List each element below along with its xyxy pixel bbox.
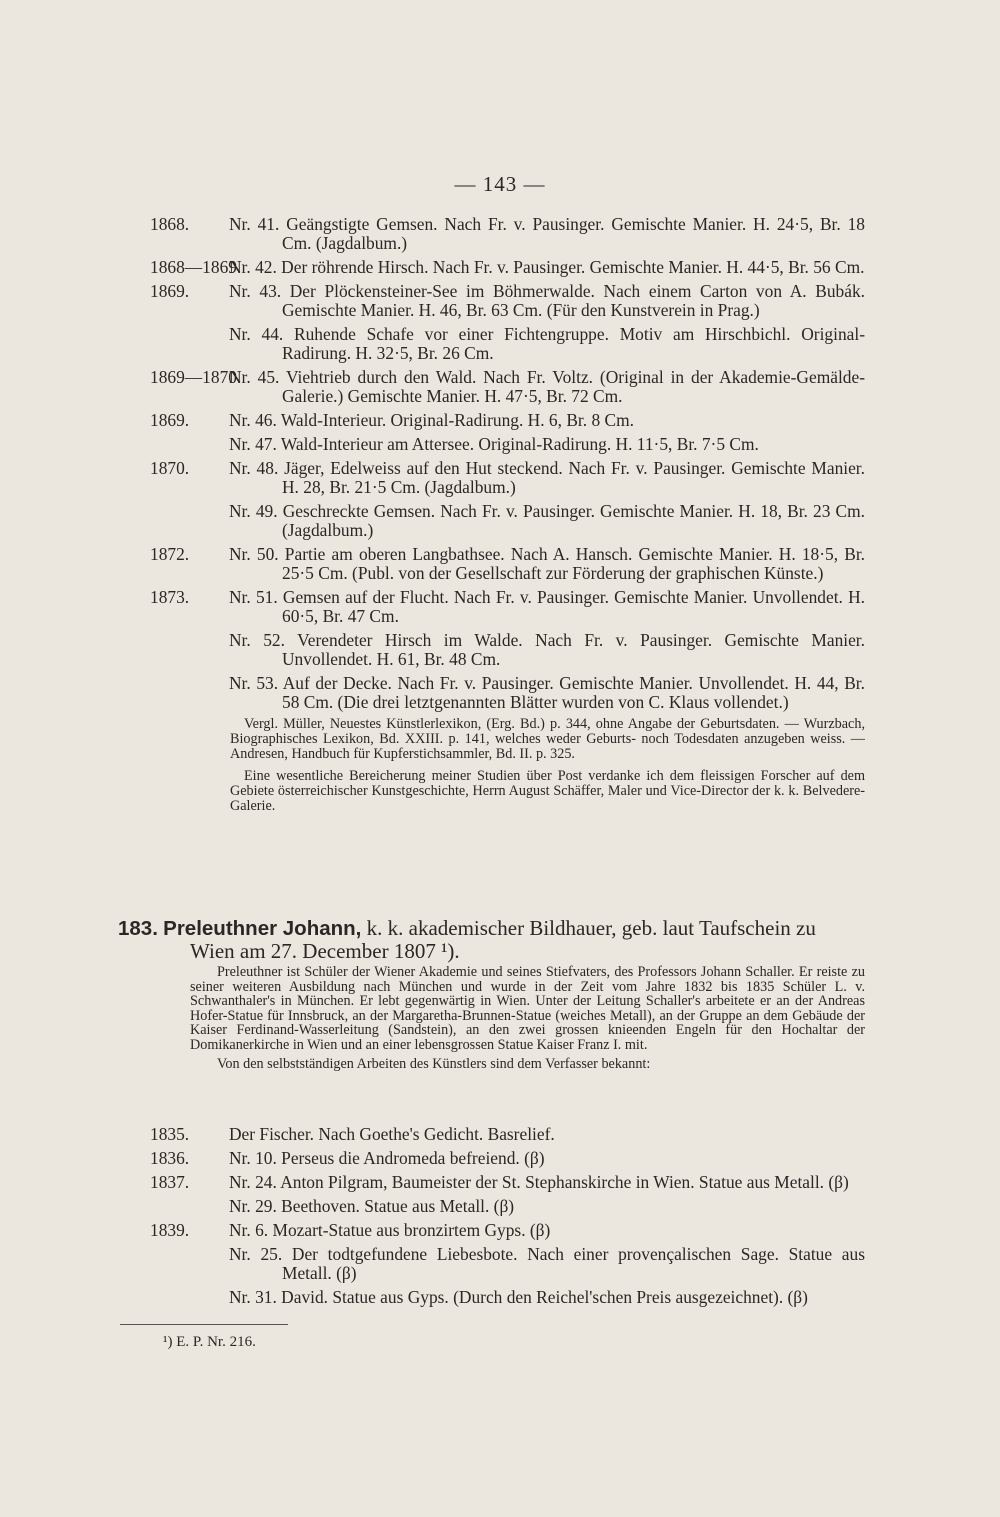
- entry-text: Nr. 31. David. Statue aus Gyps. (Durch den Reichel'schen Preis ausgezeichnet). (β): [229, 1287, 808, 1307]
- entry-text: Nr. 41. Geängstigte Gemsen. Nach Fr. v. Pausinger. Gemischte Manier. H. 24·5, Br. 18 Cm. (Jagdalbum.): [229, 214, 865, 253]
- entry-item: [160, 502, 865, 540]
- entry-item: [160, 325, 865, 363]
- bio-intro-line: Von den selbstständigen Arbeiten des Künstlers sind dem Verfasser bekannt:: [217, 1055, 651, 1072]
- entry-text: Nr. 47. Wald-Interieur am Attersee. Original-Radirung. H. 11·5, Br. 7·5 Cm.: [229, 434, 759, 454]
- entry-year: 1869—1870.: [150, 367, 242, 387]
- entry-number: 183.: [118, 917, 158, 940]
- lower-entry-list: [150, 1124, 865, 1312]
- footnote-divider: [120, 1324, 288, 1325]
- entry-item: [160, 435, 865, 454]
- entry-item: [160, 1245, 865, 1283]
- entry-text: Nr. 52. Verendeter Hirsch im Walde. Nach Fr. v. Pausinger. Gemischte Manier. Unvollendet. H. 61, Br. 48 Cm.: [229, 630, 865, 669]
- entry-text: Nr. 48. Jäger, Edelweiss auf den Hut steckend. Nach Fr. v. Pausinger. Gemischte Manier. H. 28, Br. 21·5 Cm. (Jagdalbum.): [229, 458, 865, 497]
- entry-text: Nr. 45. Viehtrieb durch den Wald. Nach Fr. Voltz. (Original in der Akademie-Gemälde-Galerie.) Gemischte Manier. H. 47·5, Br. 72 Cm.: [229, 367, 865, 406]
- entry-text: Nr. 43. Der Plöckensteiner-See im Böhmerwalde. Nach einem Carton von A. Bubák. Gemischte Manier. H. 46, Br. 63 Cm. (Für den Kunstverein in Prag.): [229, 281, 865, 320]
- entry-item: [160, 1288, 865, 1307]
- entry-text: Nr. 6. Mozart-Statue aus bronzirtem Gyps. (β): [229, 1220, 551, 1240]
- entry-item: [150, 458, 865, 497]
- entry-year: 1868—1869.: [150, 257, 242, 277]
- entry-text: Nr. 49. Geschreckte Gemsen. Nach Fr. v. Pausinger. Gemischte Manier. H. 18, Br. 23 Cm. (Jagdalbum.): [229, 501, 865, 540]
- entry-text: Nr. 24. Anton Pilgram, Baumeister der St. Stephanskirche in Wien. Statue aus Metall. (β): [229, 1172, 849, 1192]
- artist-name: Preleuthner Johann,: [163, 917, 362, 940]
- artist-birth-date: Wien am 27. December 1807: [190, 939, 436, 963]
- entry-text: Der Fischer. Nach Goethe's Gedicht. Basrelief.: [229, 1124, 555, 1144]
- entry-item: [160, 674, 865, 712]
- entry-year: 1873.: [150, 587, 190, 607]
- entry-year: 1869.: [150, 281, 190, 301]
- entry-item: [150, 1172, 865, 1192]
- entry-text: Nr. 42. Der röhrende Hirsch. Nach Fr. v. Pausinger. Gemischte Manier. H. 44·5, Br. 56 Cm.: [229, 257, 865, 277]
- entry-text: Nr. 25. Der todtgefundene Liebesbote. Nach einer provençalischen Sage. Statue aus Metall. (β): [229, 1244, 865, 1283]
- entry-year: 1870.: [150, 458, 190, 478]
- entry-item: [150, 1124, 865, 1144]
- entry-item: [150, 410, 865, 430]
- entry-item: [150, 281, 865, 320]
- entry-text: Nr. 51. Gemsen auf der Flucht. Nach Fr. v. Pausinger. Gemischte Manier. Unvollendet. H. 60·5, Br. 47 Cm.: [229, 587, 865, 626]
- entry-text: Nr. 29. Beethoven. Statue aus Metall. (β): [229, 1196, 515, 1216]
- entry-item: [150, 544, 865, 583]
- entry-year: 1869.: [150, 410, 190, 430]
- acknowledgement-note: Eine wesentliche Bereicherung meiner Studien über Post verdanke ich dem fleissigen Forscher auf dem Gebiete österreichischer Kunstgeschichte, Herrn August Schäffer, Maler und Vice-Director der k. k. Belvedere-Galerie.: [230, 768, 865, 814]
- artist-birth-line: [118, 940, 863, 963]
- entry-text: Nr. 53. Auf der Decke. Nach Fr. v. Pausinger. Gemischte Manier. Unvollendet. H. 44, Br. 58 Cm. (Die drei letztgenannten Blätter wurden von C. Klaus vollendet.): [229, 673, 865, 712]
- bio-paragraph: Preleuthner ist Schüler der Wiener Akademie und seines Stiefvaters, des Professors Johann Schaller. Er reiste zu seiner weiteren Ausbildung nach München und wurde in der Zeit vom Jahre 1832 bis 1835 Schüler L. v. Schwanthaler's in München. Er lebt gegenwärtig in Wien. Unter der Leitung Schaller's arbeitete er an der Andreas Hofer-Statue für Innsbruck, an der Margaretha-Brunnen-Statue (weiches Metall), an der Gruppe an dem Gebäude der Kaiser Ferdinand-Wasserleitung (Sandstein), an den zwei grossen knieenden Engeln für den Hochaltar der Domikanerkirche in Wien und an einer lebensgrossen Statue Kaiser Franz I. mit.: [190, 964, 865, 1053]
- entry-item: [160, 631, 865, 669]
- entry-year: 1837.: [150, 1172, 190, 1192]
- entry-item: [150, 257, 865, 277]
- entry-item: [150, 367, 865, 406]
- entry-year: 1872.: [150, 544, 190, 564]
- biography: [160, 965, 865, 1075]
- entry-item: [150, 1220, 865, 1240]
- entry-text: Nr. 44. Ruhende Schafe vor einer Fichtengruppe. Motiv am Hirschbichl. Original-Radirung. H. 32·5, Br. 26 Cm.: [229, 324, 865, 363]
- footnote: ¹) E. P. Nr. 216.: [163, 1334, 256, 1350]
- reference-note: Vergl. Müller, Neuestes Künstlerlexikon, (Erg. Bd.) p. 344, ohne Angabe der Geburtsdaten. — Wurzbach, Biographisches Lexikon, Bd. XXIII. p. 141, welches weder Geburts- noch Todesdaten anzugeben weiss. — Andresen, Handbuch für Kupferstichsammler, Bd. II. p. 325.: [230, 716, 865, 762]
- entry-year: 1839.: [150, 1220, 190, 1240]
- entry-text: Nr. 10. Perseus die Andromeda befreiend. (β): [229, 1148, 545, 1168]
- entry-item: [150, 587, 865, 626]
- entry-year: 1836.: [150, 1148, 190, 1168]
- entry-year: 1868.: [150, 214, 190, 234]
- entry-text: Nr. 46. Wald-Interieur. Original-Radirung. H. 6, Br. 8 Cm.: [229, 410, 634, 430]
- page-number: — 143 —: [454, 172, 546, 196]
- entry-text: Nr. 50. Partie am oberen Langbathsee. Nach A. Hansch. Gemischte Manier. H. 18·5, Br. 25·5 Cm. (Publ. von der Gesellschaft zur Förderung der graphischen Künste.): [229, 544, 865, 583]
- upper-entry-list: [150, 214, 865, 822]
- entry-year: 1835.: [150, 1124, 190, 1144]
- entry-item: [150, 214, 865, 253]
- artist-heading: [118, 917, 863, 963]
- entry-item: [150, 1148, 865, 1168]
- artist-description: k. k. akademischer Bildhauer, geb. laut Taufschein zu: [366, 916, 816, 940]
- entry-item: [160, 1197, 865, 1216]
- footnote-mark: ¹).: [441, 939, 460, 963]
